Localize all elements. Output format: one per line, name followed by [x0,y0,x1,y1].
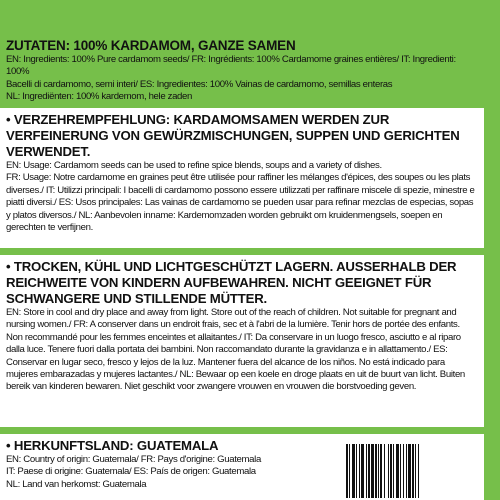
origin-line: EN: Country of origin: Guatemala/ FR: Pays d'origine: Guatemala [6,454,261,465]
barcode-image [340,436,464,498]
storage-section [0,255,484,427]
origin-section [0,434,484,500]
origin-line: IT: Paese di origine: Guatemala/ ES: País de origen: Guatemala [6,466,256,478]
usage-heading: • VERZEHREMPFEHLUNG: KARDAMOMSAMEN WERDEN ZUR VERFEINERUNG VON GEWÜRZMISCHUNGEN, SUPPEN UND GERICHTEN VERWENDET. [6,112,460,159]
storage-heading: • TROCKEN, KÜHL UND LICHTGESCHÜTZT LAGERN. AUSSERHALB DER REICHWEITE VON KINDERN AUFBEWAHREN. NICHT GEEIGNET FÜR SCHWANGERE UND STILLENDE MÜTTER. [6,259,457,306]
usage-line: EN: Usage: Cardamom seeds can be used to refine spice blends, soups and a variety of dishes. [6,160,382,171]
ingredients-line: NL: Ingrediënten: 100% kardemom, hele zaden [6,91,193,103]
usage-text [6,160,476,234]
origin-line: NL: Land van herkomst: Guatemala [6,478,147,490]
ingredients-text [6,54,476,104]
usage-line: FR: Usage: Notre cardamome en graines peut être utilisée pour raffiner les mélanges d'épices, des soupes ou les plats diverses./ IT: Utilizzi principali: I bacelli di cardamomo possono essere utilizzati per raffinare miscele di spezie, minestre e piatti diversi./ ES: Usos principales: Las vainas de cardamomo se pueden usar para refinar mezclas de especias, sopas y platos diversos./ NL: Aanbevolen inname: Kardemomzaden worden gebruikt om kruidenmengsels, soepen en gerechten te verfijnen. [6,172,475,234]
ingredients-line: Bacelli di cardamomo, semi interi/ ES: Ingredientes: 100% Vainas de cardamomo, semillas enteras [6,78,393,90]
ingredients-heading: ZUTATEN: 100% KARDAMOM, GANZE SAMEN [6,38,296,53]
usage-section [0,108,484,248]
storage-line: EN: Store in cool and dry place and away from light. Store out of the reach of children. Not suitable for pregnant and nursing women./ FR: A conserver dans un endroit frais, sec et à l'abri de la lumière. Tenir hors de portée des enfants. Non recommandé pour les femmes enceintes et allaitantes./ IT: Da conservare in un luogo fresco, asciutto e al riparo dalla luce. Tenere fuori dalla portata dei bambini. Non raccomandato durante la gravidanza e in allattamento./ ES: Conservar en lugar seco, fresco y lejos de la luz. Mantener fuera del alcance de los niños. No está indicado para mujeres embarazadas y mujeres lactantes./ NL: Bewaar op een koele en droge plaats en uit de buurt van licht. Buiten bereik van kinderen bewaren. Niet geschikt voor zwangere vrouwen en vrouwen die borstvoeding geven. [6,307,465,393]
storage-text [6,307,476,394]
origin-heading: • HERKUNFTSLAND: GUATEMALA [6,438,219,453]
barcode-icon [340,436,464,498]
ingredients-section [6,38,476,104]
ingredients-line: EN: Ingredients: 100% Pure cardamom seeds/ FR: Ingrédients: 100% Cardamome graines entières/ IT: Ingredienti: 100% [6,54,456,78]
